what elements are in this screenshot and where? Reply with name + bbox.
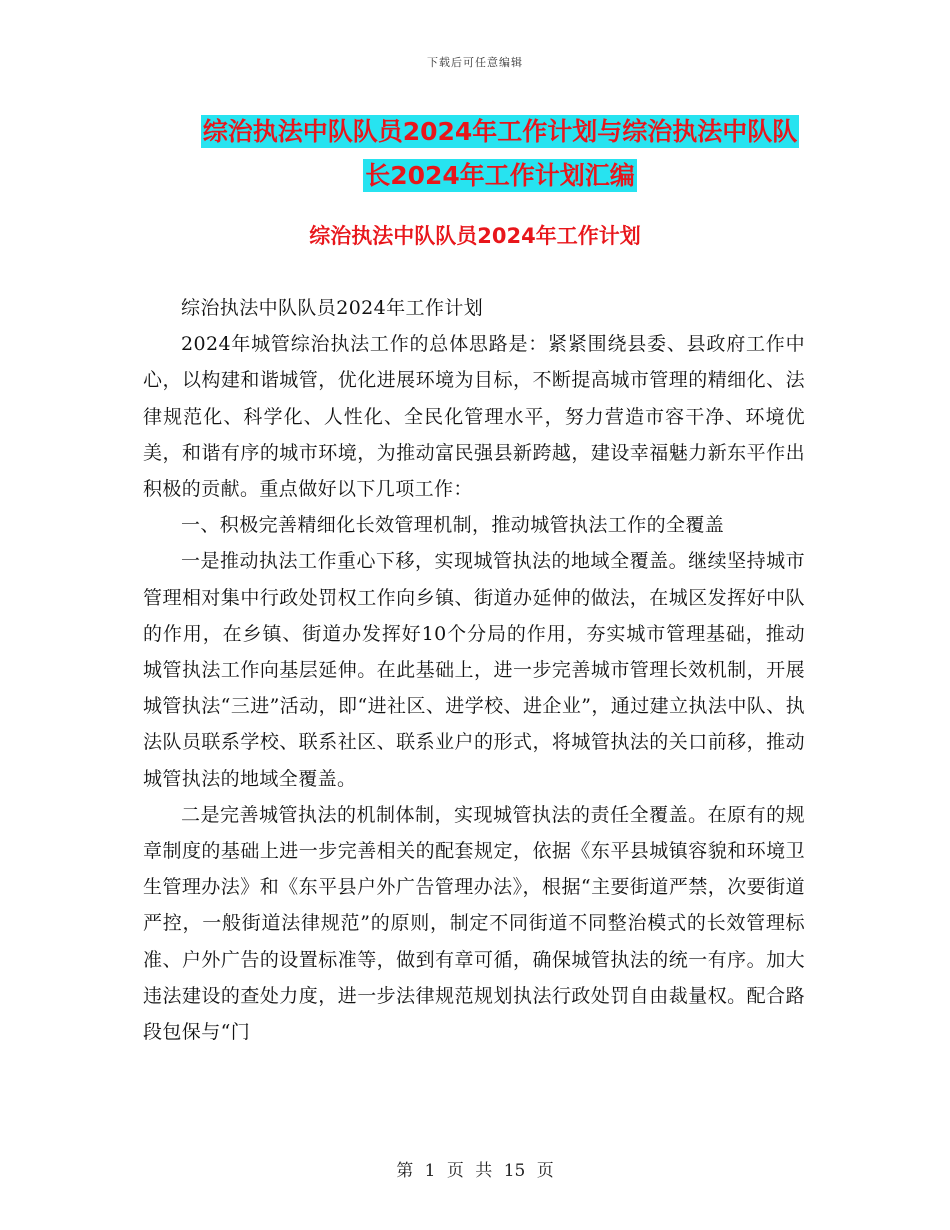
document-title-line-1: 综治执法中队队员2024年工作计划与综治执法中队队 — [202, 117, 798, 146]
paragraph: 二是完善城管执法的机制体制，实现城管执法的责任全覆盖。在原有的规章制度的基础上进一步完善相关的配套规定，依据《东平县城镇容貌和环境卫生管理办法》和《东平县户外广告管理办法》，根据“主要街道严禁，次要街道严控，一般街道法律规范”的原则，制定不同街道不同整治模式的长效管理标准、户外广告的设置标准等，做到有章可循，确保城管执法的统一有序。加大违法建设的查处力度，进一步法律规范规划执法行政处罚自由裁量权。配合路段包保与“门 — [143, 803, 805, 1044]
header-note: 下载后可任意编辑 — [427, 56, 523, 69]
paragraph: 一是推动执法工作重心下移，实现城管执法的地域全覆盖。继续坚持城市管理相对集中行政处罚权工作向乡镇、街道办延伸的做法，在城区发挥好中队的作用，在乡镇、街道办发挥好10个分局的作用，夯实城市管理基础，推动城管执法工作向基层延伸。在此基础上，进一步完善城市管理长效机制，开展城管执法“三进”活动，即“进社区、进学校、进企业”，通过建立执法中队、执法队员联系学校、联系社区、联系业户的形式，将城管执法的关口前移，推动城管执法的地域全覆盖。 — [143, 550, 805, 790]
page-number-footer: 第 1 页 共 15 页 — [396, 1161, 554, 1181]
document-title-line-2: 长2024年工作计划汇编 — [365, 161, 635, 190]
paragraph: 一、积极完善精细化长效管理机制，推动城管执法工作的全覆盖 — [181, 514, 725, 537]
body-text — [143, 290, 805, 1050]
paragraph: 2024年城管综治执法工作的总体思路是：紧紧围绕县委、县政府工作中心，以构建和谐城管，优化进展环境为目标，不断提高城市管理的精细化、法律规范化、科学化、人性化、全民化管理水平，努力营造市容干净、环境优美，和谐有序的城市环境，为推动富民强县新跨越，建设幸福魅力新东平作出积极的贡献。重点做好以下几项工作： — [143, 333, 805, 501]
document-title — [120, 110, 880, 198]
section-title: 综治执法中队队员2024年工作计划 — [309, 224, 641, 248]
paragraph: 综治执法中队队员2024年工作计划 — [181, 297, 484, 319]
